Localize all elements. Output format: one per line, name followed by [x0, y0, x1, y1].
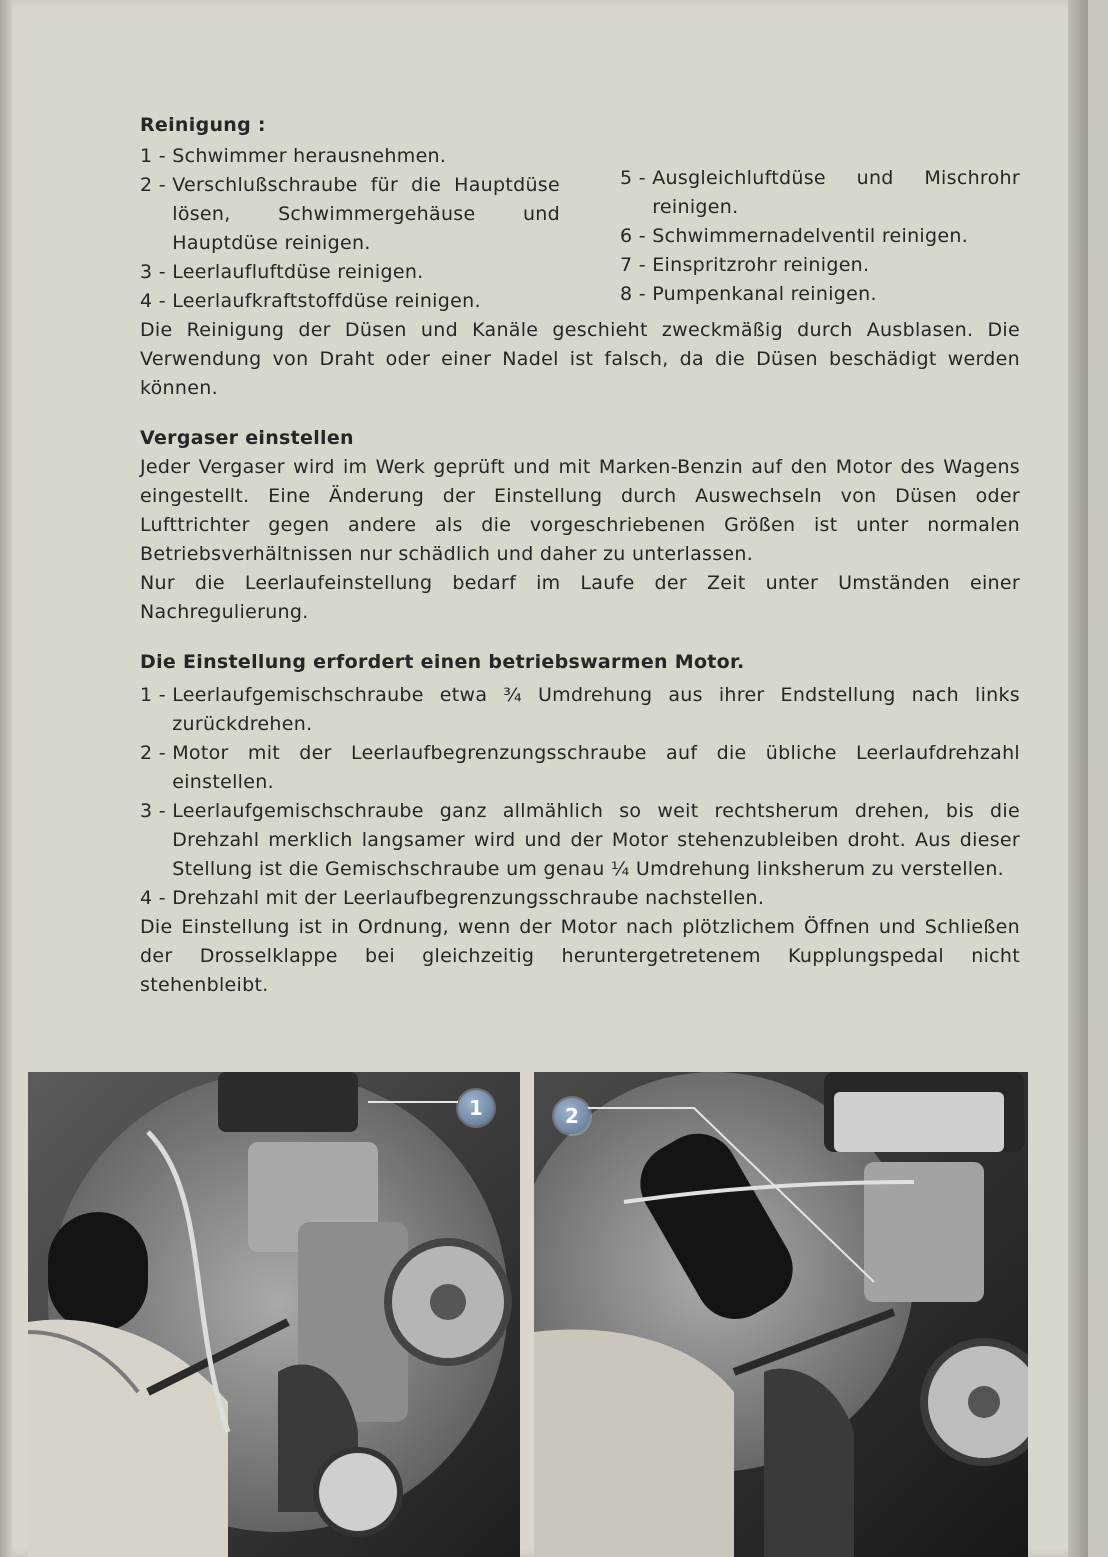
cleaning-step: 5 - Ausgleichluftdüse und Mischrohr reinigen. — [620, 167, 1020, 218]
adjust-step: 1 - Leerlaufgemischschraube etwa ¾ Umdrehung aus ihrer Endstellung nach links zurückdrehen. — [140, 684, 1020, 735]
cleaning-step: 3 - Leerlaufluftdüse reinigen. — [140, 261, 424, 283]
cleaning-steps-left — [140, 142, 560, 316]
adjust-paragraph: Jeder Vergaser wird im Werk geprüft und mit Marken-Benzin auf den Motor des Wagens eingestellt. Eine Änderung der Einstellung durch Auswechseln von Düsen oder Lufttrichter gegen andere als die vorgeschriebenen Größen ist unter normalen Betriebsverhältnissen nur schädlich und daher zu unterlassen. — [140, 456, 1020, 565]
adjust-heading: Vergaser einstellen — [140, 427, 354, 449]
engine-photo-2-illustration — [534, 1072, 1028, 1557]
cleaning-step: 7 - Einspritzrohr reinigen. — [620, 254, 870, 276]
cleaning-step: 6 - Schwimmernadelventil reinigen. — [620, 225, 969, 247]
cleaning-step: 1 - Schwimmer herausnehmen. — [140, 145, 447, 167]
engine-photo-1 — [28, 1072, 520, 1557]
figure-row — [28, 1072, 1028, 1557]
cleaning-heading: Reinigung : — [140, 114, 266, 136]
page-text — [140, 110, 1020, 1000]
cleaning-steps — [140, 142, 1020, 316]
figure-badge-1: 1 — [458, 1090, 494, 1126]
cleaning-steps-right — [620, 164, 1020, 316]
adjust-paragraph: Nur die Leerlaufeinstellung bedarf im Laufe der Zeit unter Umständen einer Nachregulierung. — [140, 572, 1020, 623]
book-spine-shadow — [1068, 0, 1088, 1557]
cleaning-note: Die Reinigung der Düsen und Kanäle geschieht zweckmäßig durch Ausblasen. Die Verwendung von Draht oder einer Nadel ist falsch, da die Düsen beschädigt werden können. — [140, 319, 1020, 399]
warm-engine-heading: Die Einstellung erfordert einen betriebswarmen Motor. — [140, 651, 745, 673]
adjust-step: 3 - Leerlaufgemischschraube ganz allmählich so weit rechtsherum drehen, bis die Drehzahl merklich langsamer wird und der Motor stehenzubleiben droht. Aus dieser Stellung ist die Gemischschraube um genau ¼ Umdrehung linksherum zu verstellen. — [140, 800, 1020, 880]
adjust-section — [140, 423, 1020, 627]
page-edge — [0, 0, 12, 1557]
adjust-step: 2 - Motor mit der Leerlaufbegrenzungsschraube auf die übliche Leerlaufdrehzahl einstellen. — [140, 742, 1020, 793]
engine-photo-1-illustration — [28, 1072, 520, 1557]
adjust-closing: Die Einstellung ist in Ordnung, wenn der Motor nach plötzlichem Öffnen und Schließen der Drosselklappe bei gleichzeitig heruntergetretenem Kupplungspedal nicht stehenbleibt. — [140, 916, 1020, 996]
warm-engine-section — [140, 647, 1020, 1000]
engine-photo-2 — [534, 1072, 1028, 1557]
cleaning-step: 4 - Leerlaufkraftstoffdüse reinigen. — [140, 290, 481, 312]
figure-badge-2: 2 — [554, 1098, 590, 1134]
cleaning-step: 8 - Pumpenkanal reinigen. — [620, 283, 877, 305]
cleaning-step: 2 - Verschlußschraube für die Hauptdüse lösen, Schwimmergehäuse und Hauptdüse reinigen. — [140, 174, 560, 254]
adjust-step: 4 - Drehzahl mit der Leerlaufbegrenzungsschraube nachstellen. — [140, 887, 765, 909]
